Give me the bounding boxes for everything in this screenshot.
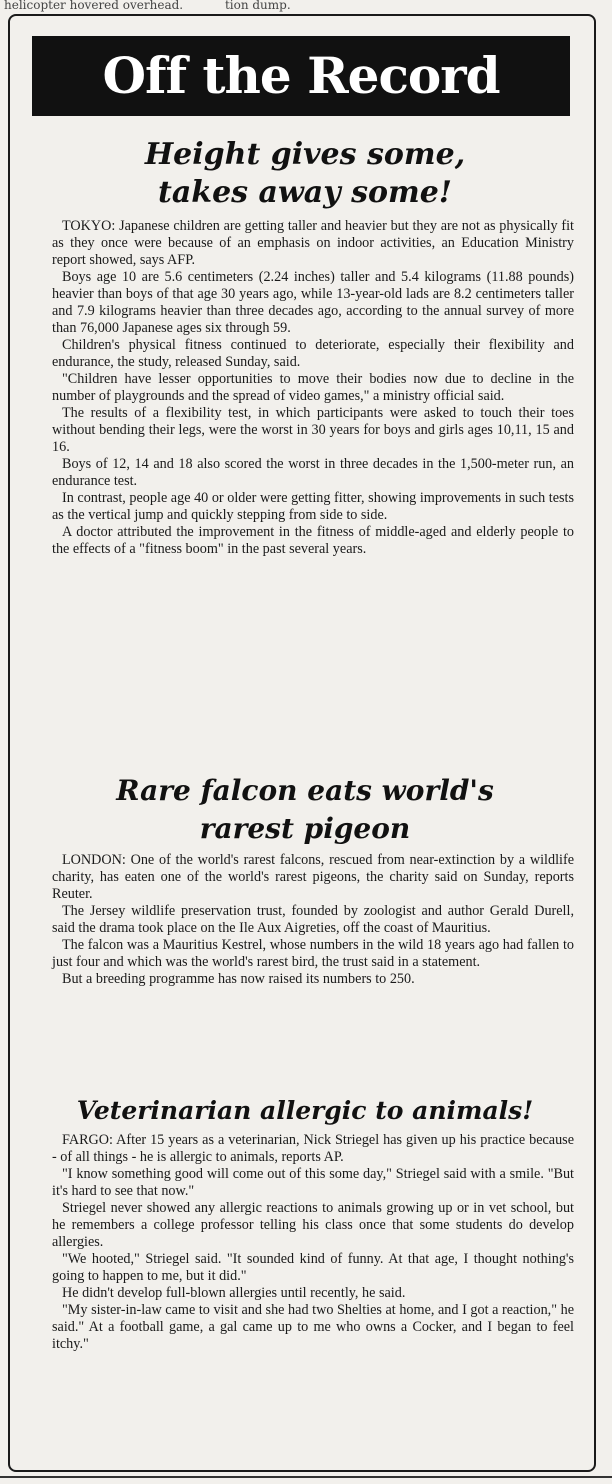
paragraph: In contrast, people age 40 or older were getting fitter, showing improvements in such tests as the vertical jump and quickly stepping from side to side. [52,490,574,523]
paragraph: The Jersey wildlife preservation trust, founded by zoologist and author Gerald Durell, said the drama took place on the Ile Aux Aigreties, off the coast of Mauritius. [52,903,574,936]
fragment-left: helicopter hovered overhead. [4,0,184,12]
column-banner [32,36,570,116]
paragraph: TOKYO: Japanese children are getting taller and heavier but they are not as physically fit as they once were because of an emphasis on indoor activities, an Education Ministry report showed, says AFP. [52,218,574,268]
paragraph: "My sister-in-law came to visit and she had two Shelties at home, and I got a reaction," he said." At a football game, a gal came up to me who owns a Cocker, and I began to feel itchy." [52,1302,574,1352]
column-title: Off the Record [102,46,500,105]
paragraph: A doctor attributed the improvement in the fitness of middle-aged and elderly people to the effects of a "fitness boom" in the past several years. [52,524,574,557]
article-headline-veterinarian [40,1096,570,1126]
paragraph: "We hooted," Striegel said. "It sounded kind of funny. At that age, I thought nothing's going to happen to me, but it did." [52,1251,574,1284]
paragraph: "Children have lesser opportunities to move their bodies now due to decline in the number of playgrounds and the spread of video games," a ministry official said. [52,371,574,404]
paragraph: The falcon was a Mauritius Kestrel, whose numbers in the wild 18 years ago had fallen to just four and which was the world's rarest bird, the trust said in a statement. [52,937,574,970]
paragraph: He didn't develop full-blown allergies until recently, he said. [62,1285,406,1301]
headline-line-1: Height gives some, [144,137,466,172]
paragraph: Boys of 12, 14 and 18 also scored the worst in three decades in the 1,500-meter run, an endurance test. [52,456,574,489]
article-body-veterinarian [52,1132,574,1353]
paragraph: Striegel never showed any allergic reactions to animals growing up or in vet school, but he remembers a college professor telling his class once that some students do develop allergies. [52,1200,574,1250]
headline-line-2: takes away some! [158,175,452,210]
fragment-right: tion dump. [224,0,291,12]
paragraph: LONDON: One of the world's rarest falcons, rescued from near-extinction by a wildlife charity, has eaten one of the world's rarest pigeons, the charity said on Sunday, reports Reuter. [52,852,574,902]
previous-article-fragment [0,0,612,14]
headline-line-1: Rare falcon eats world's [116,774,494,807]
paragraph: But a breeding programme has now raised its numbers to 250. [62,971,415,987]
article-headline-falcon [40,772,570,848]
paragraph: Children's physical fitness continued to deteriorate, especially their flexibility and endurance, the study, released Sunday, said. [52,337,574,370]
article-body-height [52,218,574,558]
paragraph: "I know something good will come out of this some day," Striegel said with a smile. "But it's hard to see that now." [52,1166,574,1199]
article-headline-height [40,136,570,212]
paragraph: FARGO: After 15 years as a veterinarian, Nick Striegel has given up his practice because - of all things - he is allergic to animals, reports AP. [52,1132,574,1165]
paragraph: The results of a flexibility test, in which participants were asked to touch their toes without bending their legs, were the worst in 30 years for boys and girls ages 10,11, 15 and 16. [52,405,574,455]
article-body-falcon [52,852,574,988]
headline-line-2: rarest pigeon [199,812,411,845]
headline-line-1: Veterinarian allergic to animals! [76,1096,534,1125]
paragraph: Boys age 10 are 5.6 centimeters (2.24 inches) taller and 5.4 kilograms (11.88 pounds) heavier than boys of that age 30 years ago, while 13-year-old lads are 8.2 centimeters taller and 7.9 kilograms heavier than three decades ago, according to the annual survey of more than 76,000 Japanese ages six through 59. [52,269,574,336]
bottom-rule [0,1476,612,1478]
